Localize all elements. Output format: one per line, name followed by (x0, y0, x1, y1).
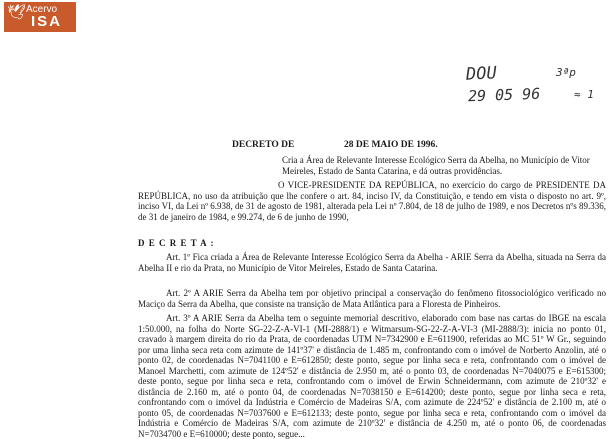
handwritten-date: 29 05 96 (467, 84, 541, 106)
bird-icon: 🕊 (7, 4, 27, 21)
article-1: Art. 1º Fica criada a Área de Relevante Interesse Ecológico Serra da Abelha - ARIE Serra da Abelha, situada na Serra da Abelha II e rio da Prata, no Município de Vitor Meireles, Estado de Santa Catarina. (138, 252, 606, 273)
handwritten-dou: DOU (465, 63, 498, 85)
decreta-heading: D E C R E T A : (138, 238, 215, 248)
decree-title: DECRETO DE (232, 140, 295, 150)
handwritten-mark-2: ≈ 1 (574, 88, 594, 101)
handwritten-mark-1: 3ªp (556, 66, 576, 79)
preamble: O VICE-PRESIDENTE DA REPÚBLICA, no exercício do cargo de PRESIDENTE DA REPÚBLICA, no uso da atribuição que lhe confere o art. 84, inciso IV, da Constituição, e tendo em vista o disposto no art. 9º, inciso VI, da Lei nº 6.938, de 31 de agosto de 1981, alterada pela Lei nº 7.804, de 18 de julho de 1989, e nos Decretos nºs 89.336, de 31 de janeiro de 1984, e 99.274, de 6 de junho de 1990, (138, 180, 606, 222)
decree-summary: Cria a Área de Relevante Interesse Ecológico Serra da Abelha, no Município de Vitor Meireles, Estado de Santa Catarina, e dá outras providências. (282, 155, 590, 176)
logo-line1: Acervo (26, 4, 58, 15)
article-3: Art. 3º A ARIE Serra da Abelha tem o seguinte memorial descritivo, elaborado com base nas cartas do IBGE na escala 1:50.000, na folha do Norte SG-22-Z-A-VI-1 (MI-2888/1) e Witmarsum-SG-22-Z-A-VI-3 (MI-2888/3): inicia no ponto 01, cravado à margem direita do rio da Prata, de coordenadas UTM N=7342900 e E=611900, referidas ao MC 51º W Gr., seguindo por uma linha seca reta com azimute de 141º37' e distância de 1.485 m, confrontando com o imóvel de Norberto Anzolin, até o ponto 02, de coordenadas N=7041100 e E=612850; deste ponto, segue por linha seca e reta, confrontando com o imóvel de Manoel Marchetti, com azimute de 124º52' e distância de 2.950 m, até o ponto 03, de coordenadas N=7040075 e E=615300; deste ponto, segue por linha seca e reta, confrontando com o imóvel de Erwin Schneidermann, com azimute de 210º32' e distância de 2.160 m, até o ponto 04, de coordenadas N=7038150 e E=614200; deste ponto, segue por linha seca e reta, confrontando com o imóvel da Indústria e Comércio de Madeiras S/A, com azimute de 224º52' e distância de 2.100 m, até o ponto 05, de coordenadas N=7037600 e E=612133; deste ponto, segue por linha seca e reta, confrontando com o imóvel da Indústria e Comércio de Madeiras S/A, com azimute de 210º32' e distância de 4.250 m, até o ponto 06, de coordenadas N=7034700 e E=610000; deste ponto, segue... (138, 313, 606, 439)
article-2: Art. 2º A ARIE Serra da Abelha tem por objetivo principal a conservação do fenômeno fitossociológico verificado no Maciço da Serra da Abelha, que consiste na transição de Mata Atlântica para a Floresta de Pinheiros. (138, 288, 606, 309)
acervo-isa-logo (4, 2, 76, 32)
logo-line2: ISA (31, 13, 63, 30)
decree-date: 28 DE MAIO DE 1996. (344, 140, 438, 150)
